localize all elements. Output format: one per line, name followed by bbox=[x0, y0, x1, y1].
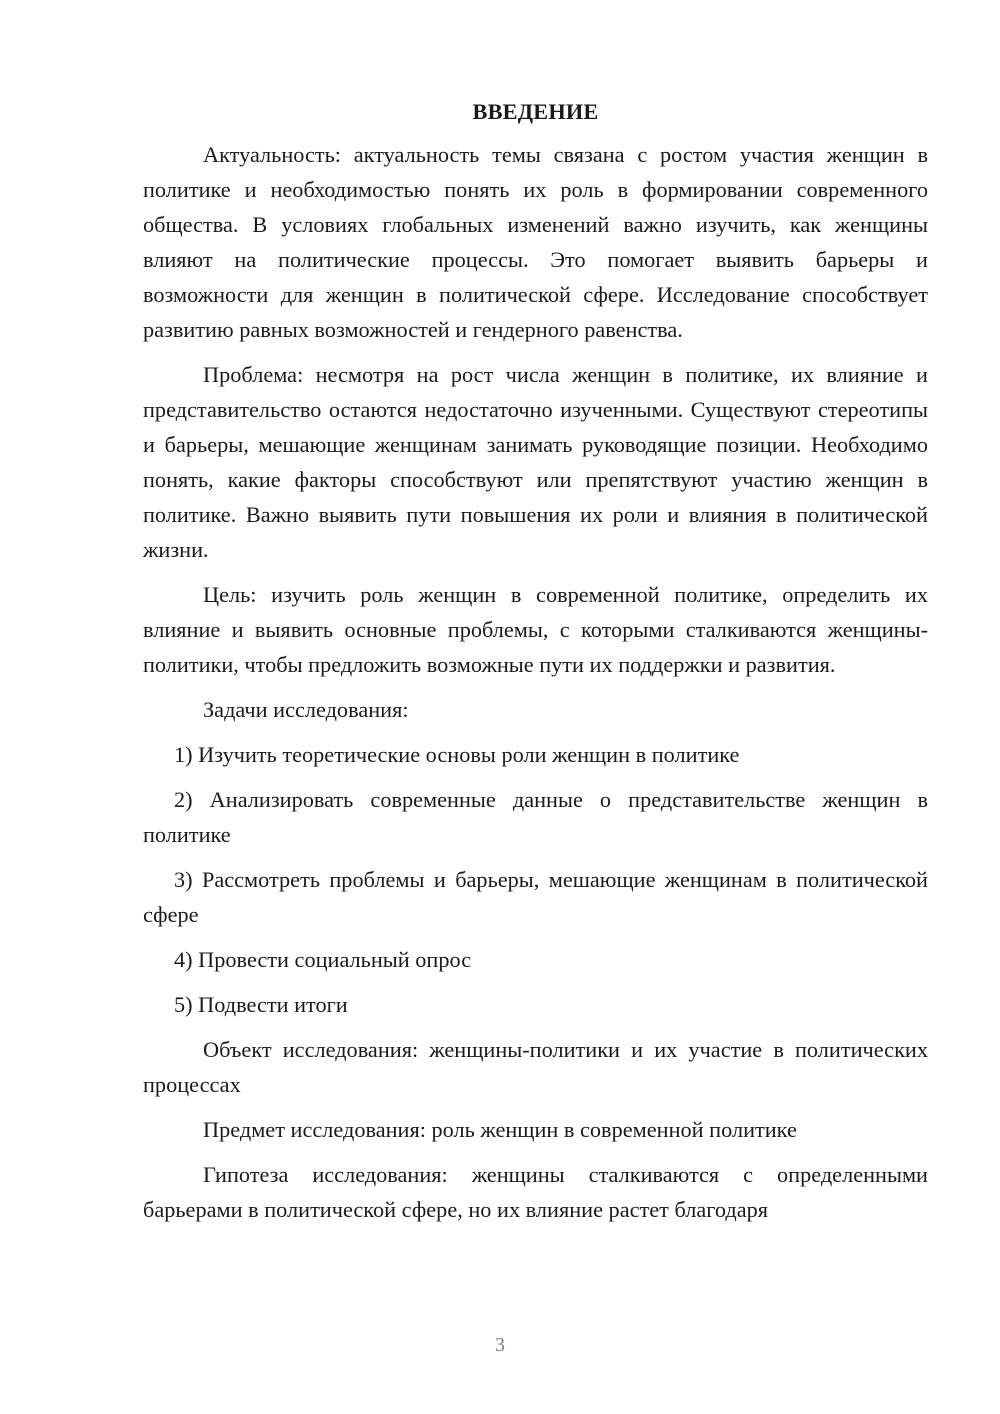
task-item: 5) Подвести итоги bbox=[174, 992, 348, 1017]
task-item: 4) Провести социальный опрос bbox=[174, 947, 472, 972]
hypothesis-paragraph: Гипотеза исследования: женщины сталкиваются с определенными барьерами в политической сфере, но их влияние растет благодаря bbox=[143, 1162, 928, 1222]
section-title: ВВЕДЕНИЕ bbox=[472, 99, 599, 124]
subject-paragraph: Предмет исследования: роль женщин в современной политике bbox=[203, 1117, 797, 1142]
tasks-heading: Задачи исследования: bbox=[203, 697, 409, 722]
page-content bbox=[143, 94, 928, 1227]
goal-paragraph: Цель: изучить роль женщин в современной политике, определить их влияние и выявить основные проблемы, с которыми сталкиваются женщины-политики, чтобы предложить возможные пути их поддержки и развития. bbox=[143, 582, 928, 677]
object-paragraph: Объект исследования: женщины-политики и их участие в политических процессах bbox=[143, 1037, 928, 1097]
task-item: 1) Изучить теоретические основы роли женщин в политике bbox=[174, 742, 740, 767]
page-number: 3 bbox=[495, 1334, 505, 1356]
task-item: 3) Рассмотреть проблемы и барьеры, мешающие женщинам в политической сфере bbox=[143, 867, 928, 927]
relevance-paragraph: Актуальность: актуальность темы связана с ростом участия женщин в политике и необходимостью понять их роль в формировании современного общества. В условиях глобальных изменений важно изучить, как женщины влияют на политические процессы. Это помогает выявить барьеры и возможности для женщин в политической сфере. Исследование способствует развитию равных возможностей и гендерного равенства. bbox=[143, 142, 928, 342]
task-item: 2) Анализировать современные данные о представительстве женщин в политике bbox=[143, 787, 928, 847]
problem-paragraph: Проблема: несмотря на рост числа женщин в политике, их влияние и представительство остаются недостаточно изученными. Существуют стереотипы и барьеры, мешающие женщинам занимать руководящие позиции. Необходимо понять, какие факторы способствуют или препятствуют участию женщин в политике. Важно выявить пути повышения их роли и влияния в политической жизни. bbox=[143, 362, 928, 562]
